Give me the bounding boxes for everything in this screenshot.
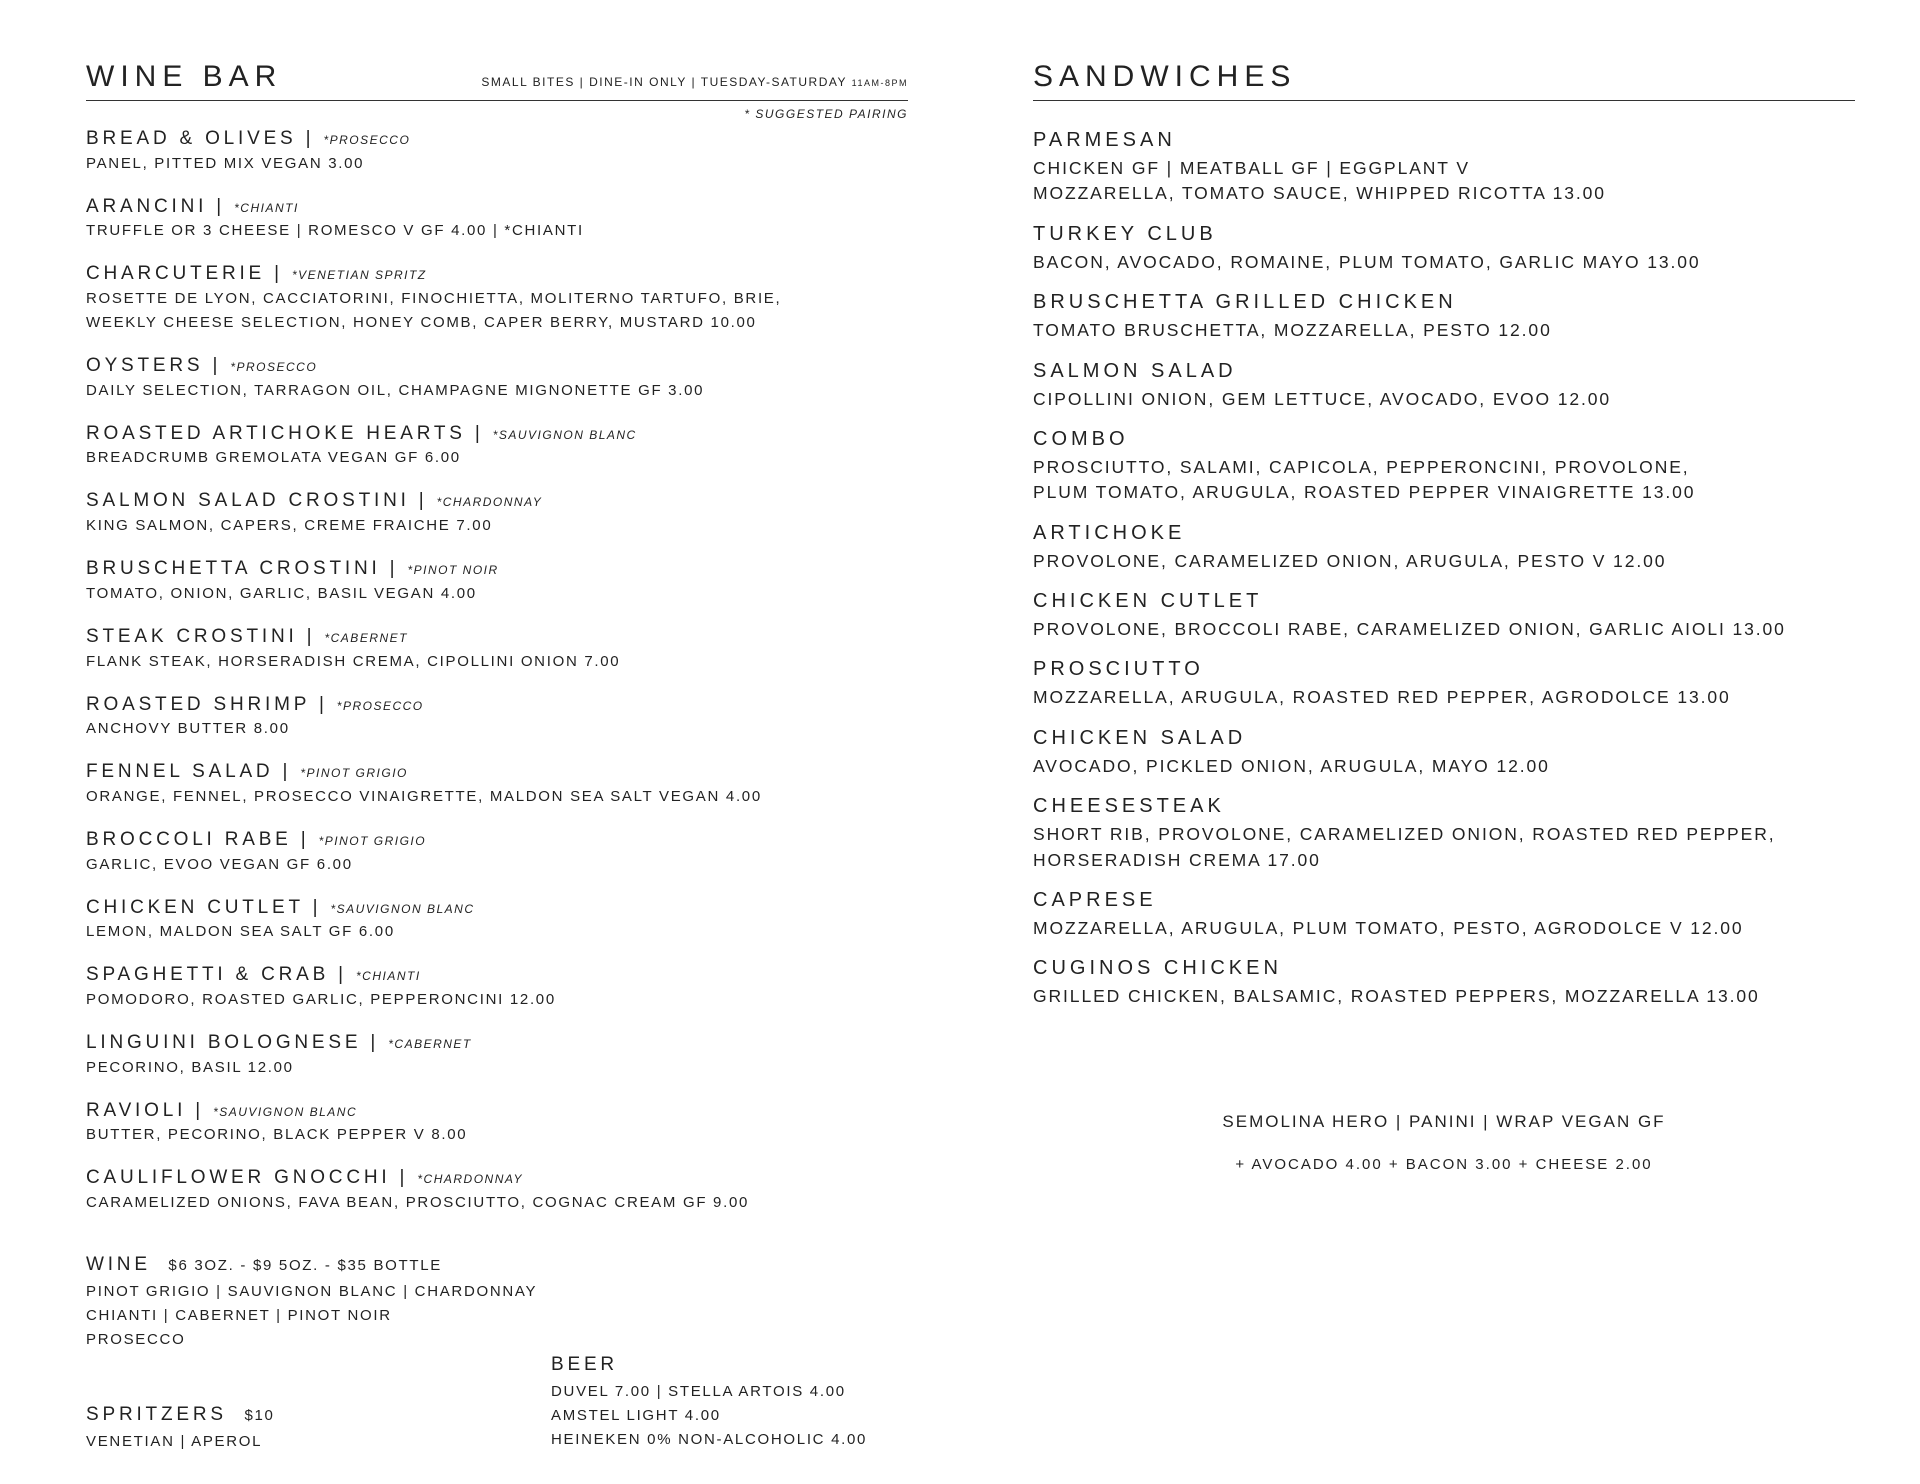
- addons: + AVOCADO 4.00 + BACON 3.00 + CHEESE 2.00: [1235, 1156, 1653, 1173]
- item-description: ROSETTE DE LYON, CACCIATORINI, FINOCHIETTA, MOLITERNO TARTUFO, BRIE,: [86, 290, 782, 308]
- item-description: MOZZARELLA, TOMATO SAUCE, WHIPPED RICOTTA 13.00: [1033, 183, 1606, 204]
- wine-list-line: PROSECCO: [86, 1331, 186, 1349]
- item-pairing: *PINOT NOIR: [407, 563, 499, 578]
- item-description: WEEKLY CHEESE SELECTION, HONEY COMB, CAPER BERRY, MUSTARD 10.00: [86, 314, 757, 332]
- item-name: SALMON SALAD: [1033, 359, 1237, 382]
- item-description: CHICKEN GF | MEATBALL GF | EGGPLANT V: [1033, 158, 1470, 178]
- sandwich-item: [1033, 887, 1855, 941]
- item-description: SHORT RIB, PROVOLONE, CARAMELIZED ONION, ROASTED RED PEPPER,: [1033, 824, 1776, 845]
- item-name: ROASTED SHRIMP: [86, 693, 310, 715]
- item-pairing: *CABERNET: [324, 630, 408, 645]
- service-info: SMALL BITES | DINE-IN ONLY | TUESDAY-SATURDAY: [481, 75, 847, 89]
- item-description: POMODORO, ROASTED GARLIC, PEPPERONCINI 12.00: [86, 990, 556, 1008]
- beer-list-line: DUVEL 7.00 | STELLA ARTOIS 4.00: [551, 1383, 846, 1401]
- item-description: CIPOLLINI ONION, GEM LETTUCE, AVOCADO, EVOO 12.00: [1033, 388, 1612, 409]
- menu-item: ROASTED SHRIMP | *PROSECCO ANCHOVY BUTTER 8.00: [86, 693, 908, 742]
- item-pairing: *CHIANTI: [356, 969, 421, 984]
- wine-bar-title: WINE BAR: [86, 60, 283, 93]
- sandwich-item: [1033, 127, 1855, 207]
- item-name: BROCCOLI RABE: [86, 828, 292, 850]
- item-name: CHEESESTEAK: [1033, 795, 1225, 818]
- item-description: KING SALMON, CAPERS, CREME FRAICHE 7.00: [86, 517, 493, 535]
- menu-item: ARANCINI | *CHIANTI TRUFFLE OR 3 CHEESE | ROMESCO V GF 4.00 | *CHIANTI: [86, 195, 908, 244]
- item-name: RAVIOLI: [86, 1099, 187, 1121]
- item-description: HORSERADISH CREMA 17.00: [1033, 849, 1321, 870]
- item-description: ORANGE, FENNEL, PROSECCO VINAIGRETTE, MALDON SEA SALT VEGAN 4.00: [86, 787, 762, 805]
- item-description: PECORINO, BASIL 12.00: [86, 1058, 294, 1076]
- item-description: AVOCADO, PICKLED ONION, ARUGULA, MAYO 12.00: [1033, 755, 1550, 776]
- item-description: TOMATO BRUSCHETTA, MOZZARELLA, PESTO 12.00: [1033, 320, 1552, 341]
- wine-list-line: CHIANTI | CABERNET | PINOT NOIR: [86, 1307, 392, 1325]
- item-name: PROSCIUTTO: [1033, 658, 1204, 681]
- wine-label: WINE: [86, 1254, 151, 1275]
- menu-item: STEAK CROSTINI | *CABERNET FLANK STEAK, HORSERADISH CREMA, CIPOLLINI ONION 7.00: [86, 625, 908, 674]
- item-description: GARLIC, EVOO VEGAN GF 6.00: [86, 855, 353, 873]
- wine-section: [86, 1250, 537, 1352]
- menu-item: BRUSCHETTA CROSTINI | *PINOT NOIR TOMATO, ONION, GARLIC, BASIL VEGAN 4.00: [86, 557, 908, 606]
- item-name: SALMON SALAD CROSTINI: [86, 490, 410, 512]
- sandwiches-title: SANDWICHES: [1033, 60, 1297, 93]
- wine-bar-header: [86, 62, 908, 101]
- wine-bar-info: [481, 75, 908, 89]
- spritzers-list-line: VENETIAN | APEROL: [86, 1433, 263, 1451]
- item-name: BREAD & OLIVES: [86, 128, 297, 149]
- item-description: CARAMELIZED ONIONS, FAVA BEAN, PROSCIUTTO, COGNAC CREAM GF 9.00: [86, 1194, 750, 1211]
- item-name: BRUSCHETTA CROSTINI: [86, 558, 381, 580]
- beer-label: BEER: [551, 1354, 618, 1375]
- menu-item: ROASTED ARTICHOKE HEARTS | *SAUVIGNON BLANC BREADCRUMB GREMOLATA VEGAN GF 6.00: [86, 422, 908, 471]
- item-description: FLANK STEAK, HORSERADISH CREMA, CIPOLLINI ONION 7.00: [86, 652, 621, 670]
- item-description: MOZZARELLA, ARUGULA, ROASTED RED PEPPER, AGRODOLCE 13.00: [1033, 687, 1731, 708]
- item-description: BACON, AVOCADO, ROMAINE, PLUM TOMATO, GARLIC MAYO 13.00: [1033, 251, 1701, 272]
- menu-item: CHARCUTERIE | *VENETIAN SPRITZ ROSETTE DE LYON, CACCIATORINI, FINOCHIETTA, MOLITERNO TARTUFO, BRIE, WEEKLY CHEESE SELECTION, HONEY COMB, CAPER BERRY, MUSTARD 10.00: [86, 262, 908, 335]
- bread-options: SEMOLINA HERO | PANINI | WRAP VEGAN GF: [1222, 1112, 1666, 1131]
- item-pairing: *PROSECCO: [230, 360, 318, 375]
- menu-item: RAVIOLI | *SAUVIGNON BLANC BUTTER, PECORINO, BLACK PEPPER V 8.00: [86, 1099, 908, 1148]
- sandwich-item: [1033, 289, 1855, 343]
- item-name: CHICKEN CUTLET: [1033, 590, 1263, 612]
- beer-section: [551, 1350, 867, 1452]
- item-name: OYSTERS: [86, 355, 204, 377]
- item-name: PARMESAN: [1033, 129, 1176, 151]
- item-description: PROSCIUTTO, SALAMI, CAPICOLA, PEPPERONCINI, PROVOLONE,: [1033, 456, 1690, 477]
- pairing-note: * SUGGESTED PAIRING: [744, 107, 908, 121]
- item-pairing: *CHARDONNAY: [436, 495, 543, 510]
- item-description: PROVOLONE, CARAMELIZED ONION, ARUGULA, PESTO V 12.00: [1033, 550, 1667, 571]
- wine-bar-section: [86, 62, 908, 1234]
- item-description: PANEL, PITTED MIX VEGAN 3.00: [86, 154, 365, 172]
- sandwiches-header: [1033, 62, 1855, 101]
- item-pairing: *VENETIAN SPRITZ: [291, 268, 427, 283]
- menu-item: CHICKEN CUTLET | *SAUVIGNON BLANC LEMON, MALDON SEA SALT GF 6.00: [86, 896, 908, 945]
- item-description: PROVOLONE, BROCCOLI RABE, CARAMELIZED ONION, GARLIC AIOLI 13.00: [1033, 619, 1786, 639]
- menu-item: LINGUINI BOLOGNESE | *CABERNET PECORINO, BASIL 12.00: [86, 1031, 908, 1080]
- sandwich-items: [1033, 127, 1855, 1010]
- item-pairing: *CHIANTI: [234, 200, 299, 215]
- item-pairing: *PROSECCO: [336, 698, 424, 713]
- item-pairing: *CABERNET: [388, 1036, 472, 1051]
- item-description: ANCHOVY BUTTER 8.00: [86, 720, 290, 738]
- item-pairing: *SAUVIGNON BLANC: [330, 901, 475, 916]
- item-name: CUGINOS CHICKEN: [1033, 957, 1282, 980]
- sandwich-item: [1033, 656, 1855, 710]
- sandwich-item: [1033, 793, 1855, 873]
- spritzers-section: [86, 1400, 275, 1454]
- beer-list-line: AMSTEL LIGHT 4.00: [551, 1407, 721, 1425]
- item-name: CHICKEN SALAD: [1033, 726, 1247, 749]
- item-name: CAULIFLOWER GNOCCHI: [86, 1167, 391, 1189]
- item-description: TOMATO, ONION, GARLIC, BASIL VEGAN 4.00: [86, 584, 477, 602]
- item-pairing: *PINOT GRIGIO: [318, 833, 427, 848]
- sandwich-item: [1033, 955, 1855, 1009]
- menu-item: BREAD & OLIVES | *PROSECCO PANEL, PITTED MIX VEGAN 3.00: [86, 127, 908, 176]
- sandwich-item: [1033, 221, 1855, 275]
- item-name: CHICKEN CUTLET: [86, 896, 304, 918]
- item-name: CAPRESE: [1033, 888, 1157, 911]
- menu-item: SPAGHETTI & CRAB | *CHIANTI POMODORO, ROASTED GARLIC, PEPPERONCINI 12.00: [86, 963, 908, 1012]
- item-pairing: *SAUVIGNON BLANC: [213, 1104, 358, 1119]
- spritzers-price: $10: [244, 1407, 275, 1424]
- menu-item: FENNEL SALAD | *PINOT GRIGIO ORANGE, FENNEL, PROSECCO VINAIGRETTE, MALDON SEA SALT VEGAN 4.00: [86, 760, 908, 809]
- item-name: ARANCINI: [86, 195, 208, 217]
- wine-bar-items: [86, 127, 908, 1215]
- item-name: SPAGHETTI & CRAB: [86, 964, 330, 986]
- item-name: COMBO: [1033, 427, 1129, 450]
- sandwiches-section: [1033, 62, 1855, 1024]
- item-description: MOZZARELLA, ARUGULA, PLUM TOMATO, PESTO, AGRODOLCE V 12.00: [1033, 917, 1744, 938]
- item-name: TURKEY CLUB: [1033, 222, 1217, 245]
- service-hours: 11AM-8PM: [851, 78, 908, 88]
- item-name: FENNEL SALAD: [86, 761, 274, 783]
- sandwich-item: [1033, 358, 1855, 412]
- item-description: BUTTER, PECORINO, BLACK PEPPER V 8.00: [86, 1126, 468, 1144]
- item-name: CHARCUTERIE: [86, 263, 266, 285]
- item-description: DAILY SELECTION, TARRAGON OIL, CHAMPAGNE MIGNONETTE GF 3.00: [86, 381, 705, 399]
- item-name: BRUSCHETTA GRILLED CHICKEN: [1033, 291, 1457, 314]
- item-description: LEMON, MALDON SEA SALT GF 6.00: [86, 923, 395, 941]
- item-description: PLUM TOMATO, ARUGULA, ROASTED PEPPER VINAIGRETTE 13.00: [1033, 482, 1696, 503]
- item-pairing: *SAUVIGNON BLANC: [492, 427, 637, 442]
- item-pairing: *PINOT GRIGIO: [300, 766, 408, 781]
- spritzers-label: SPRITZERS: [86, 1404, 227, 1425]
- item-description: TRUFFLE OR 3 CHEESE | ROMESCO V GF 4.00 | *CHIANTI: [86, 222, 584, 240]
- menu-item: BROCCOLI RABE | *PINOT GRIGIO GARLIC, EVOO VEGAN GF 6.00: [86, 828, 908, 877]
- sandwich-item: [1033, 520, 1855, 574]
- item-description: BREADCRUMB GREMOLATA VEGAN GF 6.00: [86, 449, 461, 467]
- menu-item: SALMON SALAD CROSTINI | *CHARDONNAY KING SALMON, CAPERS, CREME FRAICHE 7.00: [86, 489, 908, 538]
- sandwich-item: [1033, 426, 1855, 506]
- item-name: STEAK CROSTINI: [86, 625, 298, 647]
- item-pairing: *CHARDONNAY: [417, 1172, 523, 1187]
- item-pairing: *PROSECCO: [323, 133, 411, 147]
- beer-list-line: HEINEKEN 0% NON-ALCOHOLIC 4.00: [551, 1431, 868, 1449]
- sandwich-item: [1033, 588, 1855, 642]
- item-description: GRILLED CHICKEN, BALSAMIC, ROASTED PEPPERS, MOZZARELLA 13.00: [1033, 986, 1760, 1007]
- wine-list-line: PINOT GRIGIO | SAUVIGNON BLANC | CHARDONNAY: [86, 1283, 538, 1301]
- sandwich-item: [1033, 725, 1855, 779]
- menu-item: CAULIFLOWER GNOCCHI | *CHARDONNAY CARAMELIZED ONIONS, FAVA BEAN, PROSCIUTTO, COGNAC CREAM GF 9.00: [86, 1166, 908, 1215]
- menu-item: OYSTERS | *PROSECCO DAILY SELECTION, TARRAGON OIL, CHAMPAGNE MIGNONETTE GF 3.00: [86, 354, 908, 403]
- item-name: ROASTED ARTICHOKE HEARTS: [86, 422, 466, 444]
- item-name: LINGUINI BOLOGNESE: [86, 1031, 362, 1053]
- item-name: ARTICHOKE: [1033, 521, 1186, 544]
- wine-price: $6 3OZ. - $9 5OZ. - $35 BOTTLE: [168, 1257, 443, 1274]
